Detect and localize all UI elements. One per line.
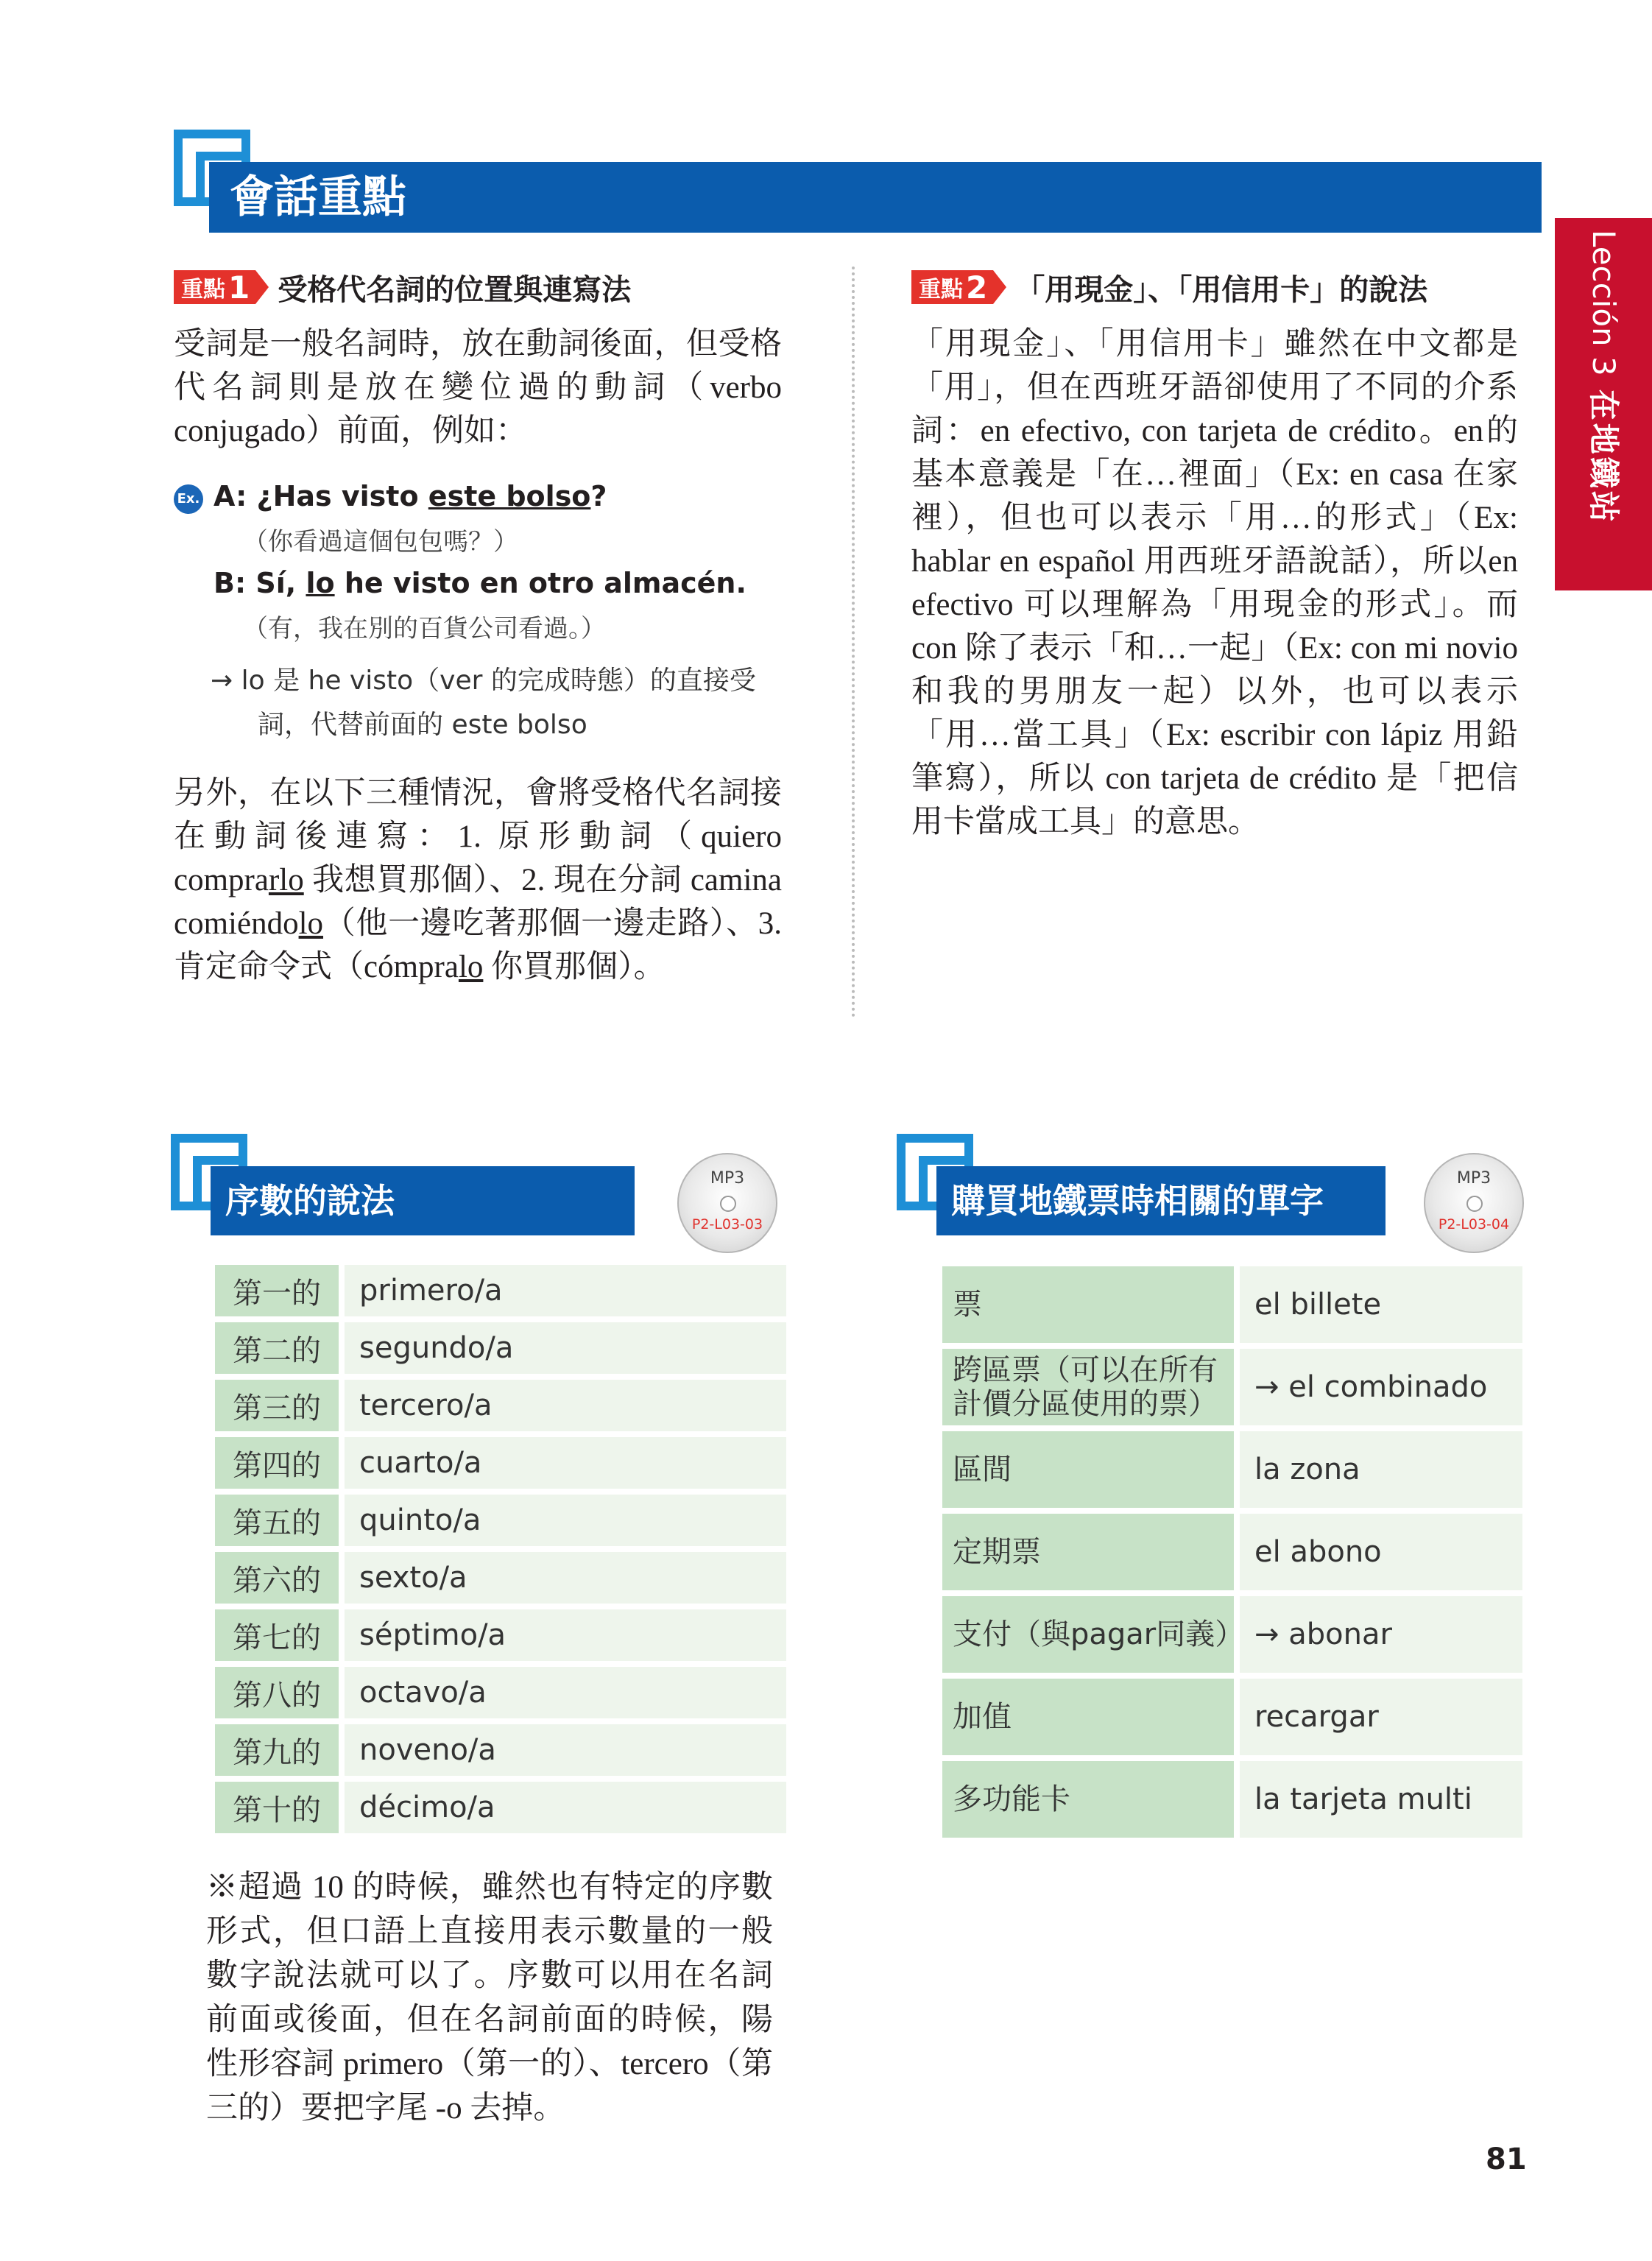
ordinal-row: [215, 1609, 786, 1661]
page-number: 81: [1486, 2142, 1527, 2176]
vocab-row-es: recargar: [1234, 1679, 1522, 1755]
example-b-end: he visto en otro almacén.: [334, 567, 746, 599]
vocab-row-es: la tarjeta multi: [1234, 1761, 1522, 1838]
example-a-end: ?: [590, 480, 607, 512]
example-line-b: [213, 567, 746, 599]
point2-body: 「用現金」、「用信用卡」雖然在中文都是「用」，但在西班牙語卻使用了不同的介系詞：en efectivo, con tarjeta de crédito。en的基本意義是「在…裡面」（Ex: en casa 在家裡），但也可以表示「用…的形式」（Ex: hablar en español 用西班牙語說話），所以en efectivo 可以理解為「用現金的形式」。而 con 除了表示「和…一起」（Ex: con mi novio 和我的男朋友一起）以外，也可以表示「用…當工具」（Ex: escribir con lápiz 用鉛筆寫），所以 con tarjeta de crédito 是「把信用卡當成工具」的意思。: [911, 327, 1518, 839]
vocab-row-es: → abonar: [1234, 1596, 1522, 1673]
example-b-underlined: lo: [306, 567, 335, 599]
example-note-line1: → lo 是 he visto（ver 的完成時態）的直接受: [211, 666, 756, 696]
ordinal-row-zh: 第四的: [215, 1437, 339, 1489]
example-b-text: B: Sí,: [213, 567, 306, 599]
ordinal-row-zh: 第七的: [215, 1609, 339, 1661]
para2-part1: 另外，在以下三種情況，會將受格代名詞接在動詞後連寫：1. 原形動詞（quiero compra: [174, 776, 782, 897]
para2-part3: （他一邊吃著那個一邊走路）、3. 肯定命令式（cómpra: [174, 906, 782, 984]
point2-badge-num: 2: [966, 269, 988, 306]
lesson-label: Lección 3: [1586, 230, 1622, 376]
vocab-row-es: → el combinado: [1234, 1349, 1522, 1425]
example-icon: Ex.: [174, 484, 203, 514]
example-b-translation: （有，我在別的百貨公司看過。）: [243, 614, 606, 643]
ordinal-row-es: noveno/a: [339, 1724, 786, 1776]
main-header-title: 會話重點: [209, 162, 1542, 233]
ordinal-row: [215, 1265, 786, 1316]
ordinal-row-zh: 第六的: [215, 1552, 339, 1604]
para2-part2: 我想買那個）、2. 現在分詞 camina comiéndo: [174, 863, 782, 941]
vocab-table-body: [942, 1266, 1522, 1838]
example-a-translation: （你看過這個包包嗎？）: [243, 527, 518, 557]
vocab-title: 購買地鐵票時相關的單字: [936, 1166, 1386, 1235]
lesson-title: 在地鐵站: [1586, 389, 1622, 525]
ordinal-row-zh: 第五的: [215, 1495, 339, 1546]
vocab-row-es: el billete: [1234, 1266, 1522, 1343]
point2-heading: [911, 267, 1427, 308]
point2-badge: [911, 270, 993, 304]
ordinals-title: 序數的說法: [211, 1166, 635, 1235]
vocab-row: [942, 1431, 1522, 1508]
vocab-mp3-disc-icon[interactable]: [1424, 1153, 1524, 1253]
vocab-row: [942, 1761, 1522, 1838]
ordinal-row: [215, 1322, 786, 1374]
ordinals-table-body: [215, 1265, 786, 1833]
ordinal-row-es: cuarto/a: [339, 1437, 786, 1489]
example-line-a: [213, 480, 607, 512]
point2-badge-label: 重點: [919, 277, 963, 303]
ordinal-row-zh: 第三的: [215, 1380, 339, 1431]
ordinal-row: [215, 1380, 786, 1431]
point1-badge-num: 1: [228, 269, 250, 306]
vocab-row-zh: 加值: [942, 1679, 1234, 1755]
para2-part4: 你買那個）。: [483, 950, 666, 984]
ordinal-row-es: tercero/a: [339, 1380, 786, 1431]
point1-paragraph2: [174, 772, 782, 989]
vocab-row-zh: 支付（與pagar同義）: [942, 1596, 1234, 1673]
ordinal-row: [215, 1782, 786, 1833]
ordinals-note: ※超過 10 的時候，雖然也有特定的序數形式，但口語上直接用表示數量的一般數字說法就可以了。序數可以用在名詞前面或後面，但在名詞前面的時候，陽性形容詞 primero（第一的）、tercero（第三的）要把字尾 -o 去掉。: [206, 1870, 773, 2126]
point1-intro: 受詞是一般名詞時，放在動詞後面，但受格代名詞則是放在變位過的動詞（verbo conjugado）前面，例如：: [174, 327, 782, 448]
ordinal-row-zh: 第十的: [215, 1782, 339, 1833]
example-a-text: A: ¿Has visto: [213, 480, 428, 512]
vocab-mp3-label: MP3: [1456, 1169, 1492, 1188]
ordinals-mp3-label: MP3: [710, 1169, 745, 1188]
ordinal-row: [215, 1667, 786, 1718]
disc-hole-icon: [1466, 1196, 1483, 1212]
para2-underline1: rlo: [268, 863, 304, 897]
vocab-row-es: el abono: [1234, 1514, 1522, 1590]
ordinal-row-zh: 第九的: [215, 1724, 339, 1776]
ordinal-row: [215, 1724, 786, 1776]
vocab-row: [942, 1679, 1522, 1755]
ordinals-mp3-disc-icon[interactable]: [677, 1153, 777, 1253]
ordinal-row-es: quinto/a: [339, 1495, 786, 1546]
ordinal-row-es: sexto/a: [339, 1552, 786, 1604]
vocab-row-zh: 多功能卡: [942, 1761, 1234, 1838]
para2-underline2: lo: [298, 906, 324, 941]
lesson-side-tab: [1555, 218, 1652, 590]
vocab-table: [942, 1260, 1522, 1844]
point1-badge: [174, 270, 255, 304]
point1-title: 受格代名詞的位置與連寫法: [278, 272, 632, 307]
vocab-row-zh: 定期票: [942, 1514, 1234, 1590]
ordinal-row-zh: 第一的: [215, 1265, 339, 1316]
ordinal-row-es: séptimo/a: [339, 1609, 786, 1661]
point2-title: 「用現金」、「用信用卡」的說法: [1015, 272, 1428, 307]
ordinals-mp3-track: P2-L03-03: [691, 1216, 763, 1232]
vocab-row: [942, 1266, 1522, 1343]
para2-underline3: lo: [458, 950, 484, 984]
vocab-row-zh: 跨區票（可以在所有計價分區使用的票）: [942, 1349, 1234, 1425]
vocab-row-zh: 區間: [942, 1431, 1234, 1508]
ordinal-row: [215, 1552, 786, 1604]
lesson-side-tab-text: [1555, 218, 1652, 590]
vocab-row-zh: 票: [942, 1266, 1234, 1343]
point1-badge-label: 重點: [181, 277, 225, 303]
disc-hole-icon: [720, 1196, 736, 1212]
ordinal-row-es: décimo/a: [339, 1782, 786, 1833]
ordinals-table: [215, 1259, 786, 1839]
ordinal-row: [215, 1437, 786, 1489]
ordinal-row: [215, 1495, 786, 1546]
ordinal-row-zh: 第二的: [215, 1322, 339, 1374]
vocab-row-es: la zona: [1234, 1431, 1522, 1508]
point1-heading: [174, 267, 631, 308]
vocab-mp3-track: P2-L03-04: [1438, 1216, 1510, 1232]
example-a-underlined: este bolso: [428, 480, 591, 512]
vocab-row: [942, 1596, 1522, 1673]
column-divider: [852, 267, 855, 1017]
ordinal-row-es: octavo/a: [339, 1667, 786, 1718]
vocab-row: [942, 1514, 1522, 1590]
example-note-line2: 詞，代替前面的 este bolso: [258, 710, 587, 740]
vocab-row: [942, 1349, 1522, 1425]
ordinal-row-zh: 第八的: [215, 1667, 339, 1718]
ordinal-row-es: primero/a: [339, 1265, 786, 1316]
ordinal-row-es: segundo/a: [339, 1322, 786, 1374]
